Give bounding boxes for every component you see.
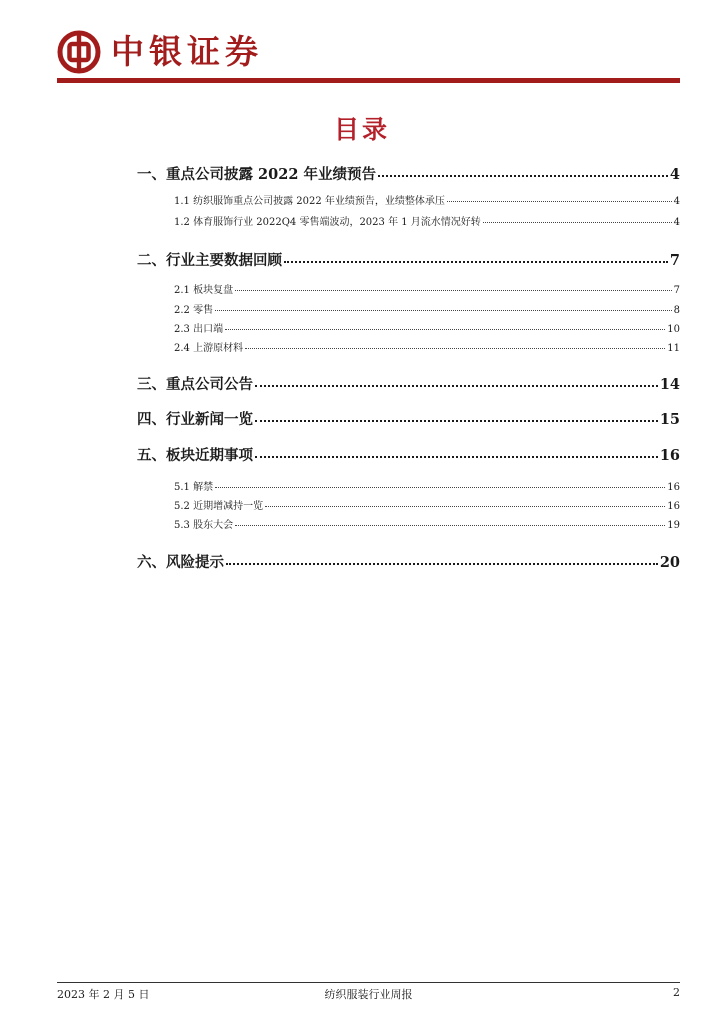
toc-entry-page: 7 xyxy=(669,252,680,269)
toc-leader-dots xyxy=(255,456,658,458)
toc-entry-page: 10 xyxy=(667,324,680,335)
toc-leader-dots xyxy=(225,329,665,330)
toc-entry-page: 14 xyxy=(659,376,680,393)
toc-entry-label: 三、重点公司公告 xyxy=(137,376,253,393)
bank-of-china-logo-icon xyxy=(57,30,101,74)
toc-leader-dots xyxy=(378,175,668,177)
toc-leader-dots xyxy=(255,385,658,387)
toc-entry-page: 4 xyxy=(669,166,680,183)
toc-leader-dots xyxy=(483,222,672,223)
toc-subsection-entry[interactable] xyxy=(137,339,680,354)
toc-leader-dots xyxy=(215,310,672,311)
toc-entry-label: 二、行业主要数据回顾 xyxy=(137,252,282,269)
toc-entry-label: 1.1 纺织服饰重点公司披露 2022 年业绩预告，业绩整体承压 xyxy=(174,196,445,207)
toc-entry-page: 16 xyxy=(667,482,680,493)
toc-subsection-entry[interactable] xyxy=(137,497,680,512)
toc-leader-dots xyxy=(235,290,672,291)
footer-rule xyxy=(57,982,680,983)
toc-subsection-entry[interactable] xyxy=(137,478,680,493)
toc-entry-page: 4 xyxy=(673,196,680,207)
toc-entry-page: 20 xyxy=(659,554,680,571)
toc-entry-label: 5.1 解禁 xyxy=(174,482,214,493)
toc-entry-page: 19 xyxy=(667,520,680,531)
toc-section-entry[interactable] xyxy=(137,373,680,394)
toc-section-entry[interactable] xyxy=(137,551,680,572)
toc-leader-dots xyxy=(235,525,665,526)
toc-leader-dots xyxy=(255,420,658,422)
toc-title: 目录 xyxy=(333,115,390,144)
toc-entry-page: 7 xyxy=(673,285,680,296)
toc-entry-page: 16 xyxy=(667,501,680,512)
toc-subsection-entry[interactable] xyxy=(137,213,680,228)
toc-subsection-entry[interactable] xyxy=(137,301,680,316)
footer-report-name: 纺织服装行业周报 xyxy=(324,988,413,1001)
toc-leader-dots xyxy=(245,348,665,349)
toc-entry-label: 1.2 体育服饰行业 2022Q4 零售端波动，2023 年 1 月流水情况好转 xyxy=(174,217,481,228)
toc-leader-dots xyxy=(447,201,672,202)
toc-leader-dots xyxy=(226,563,658,565)
toc-subsection-entry[interactable] xyxy=(137,320,680,335)
toc-entry-label: 2.1 板块复盘 xyxy=(174,285,234,296)
toc-entry-page: 11 xyxy=(667,343,680,354)
toc-leader-dots xyxy=(265,506,665,507)
toc-subsection-entry[interactable] xyxy=(137,516,680,531)
toc-leader-dots xyxy=(215,487,665,488)
toc-entry-page: 16 xyxy=(659,447,680,464)
toc-subsection-entry[interactable] xyxy=(137,192,680,207)
toc-entry-label: 2.3 出口端 xyxy=(174,324,224,335)
toc-leader-dots xyxy=(284,261,668,263)
toc-entry-label: 5.3 股东大会 xyxy=(174,520,234,531)
footer-page-number: 2 xyxy=(673,986,680,999)
toc-entry-label: 六、风险提示 xyxy=(137,554,224,571)
toc-entry-label: 2.4 上游原材料 xyxy=(174,343,244,354)
toc-entry-label: 五、板块近期事项 xyxy=(137,447,253,464)
toc-entry-page: 15 xyxy=(659,411,680,428)
toc-subsection-entry[interactable] xyxy=(137,281,680,296)
toc-entry-label: 2.2 零售 xyxy=(174,305,214,316)
header-rule xyxy=(57,78,680,83)
toc-section-entry[interactable] xyxy=(137,444,680,465)
toc-entry-label: 一、重点公司披露 2022 年业绩预告 xyxy=(137,166,376,183)
toc-entry-label: 四、行业新闻一览 xyxy=(137,411,253,428)
footer-date: 2023 年 2 月 5 日 xyxy=(57,988,150,1001)
toc-entry-page: 4 xyxy=(673,217,680,228)
page-header xyxy=(57,30,263,74)
toc-entry-page: 8 xyxy=(673,305,680,316)
brand-name: 中银证券 xyxy=(111,32,263,71)
toc-section-entry[interactable] xyxy=(137,408,680,429)
toc-section-entry[interactable] xyxy=(137,249,680,270)
toc-entry-label: 5.2 近期增减持一览 xyxy=(174,501,264,512)
page-footer xyxy=(57,986,680,1002)
toc-section-entry[interactable] xyxy=(137,163,680,184)
